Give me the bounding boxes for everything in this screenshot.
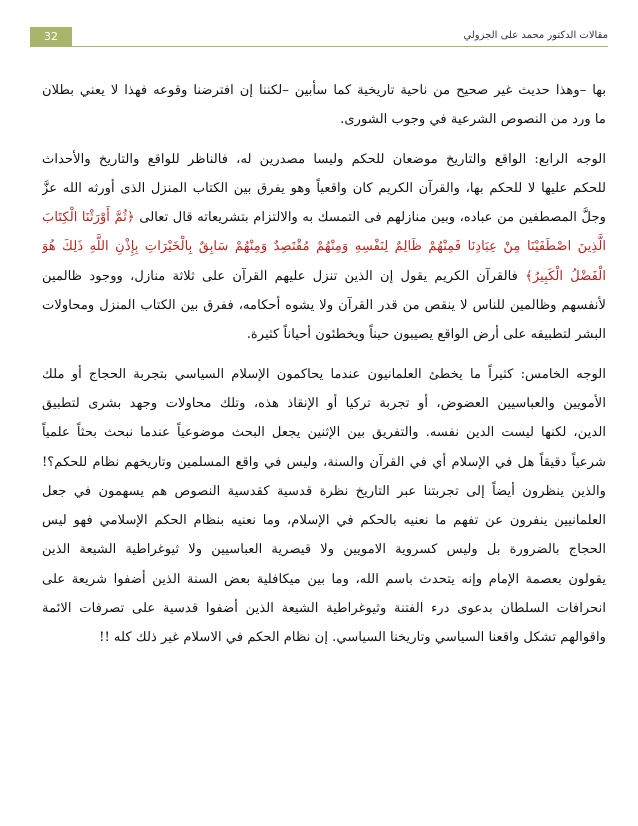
text-line bbox=[42, 262, 606, 291]
running-title: مقالات الدكتور محمد على الجزولي bbox=[463, 30, 608, 41]
text-segment: الأمويين والعباسيين العضوض، أو تجربة تركيا أو الإنقاذ هذه، وتلك محاولات وجهد بشرى لتطبيق bbox=[42, 395, 606, 411]
text-segment: يقولون بعصمة الإمام وإنه يتحدث باسم الله، وما بين ميكافلية بعض السنة الذين أضفوا شريعة على bbox=[42, 571, 606, 587]
text-segment: الدين، لكنها ليست الدين نفسه. والتفريق بين الإثنين يجعل البحث موضوعياً عندما نبحث بحثاً علمياً bbox=[42, 425, 606, 441]
text-segment: ما ورد من النصوص الشرعية في وجوب الشورى. bbox=[340, 112, 606, 128]
text-line bbox=[42, 320, 606, 349]
text-segment: شرعياً دقيقاً هل في الإسلام أي في القرآن والسنة، وليس في واقع المسلمين وتاريخهم نظام للحكم؟! bbox=[42, 454, 606, 470]
text-segment: فالقرآن الكريم يقول إن الذين تنزل عليهم القرآن على ثلاثة منازل، ووجود ظالمين bbox=[42, 268, 526, 284]
text-segment: والذين ينظرون أيضاً إلى تجربتنا عبر التاريخ نظرة قدسية كقدسية النصوص هم يسهمون في جعل bbox=[42, 483, 606, 499]
text-line bbox=[42, 448, 606, 477]
text-line bbox=[42, 203, 606, 232]
text-segment: واقوالهم تشكل واقعنا السياسي وتاريخنا السياسي. إن نظام الحكم في الاسلام غير ذلك كله !! bbox=[99, 630, 606, 646]
quran-verse: ﴿ثُمَّ أَوْرَثْنَا الْكِتَابَ bbox=[42, 210, 135, 226]
text-segment: بها –وهذا حديث غير صحيح من ناحية تاريخية كما سأبين –لكننا إن افترضنا وقوعه فهذا لا يعني بطلان bbox=[42, 83, 606, 98]
page-header bbox=[30, 27, 608, 49]
text-line bbox=[42, 477, 606, 506]
page-number-badge: 32 bbox=[30, 27, 72, 47]
text-line bbox=[42, 232, 606, 261]
text-line bbox=[42, 360, 606, 389]
paragraph bbox=[42, 360, 606, 653]
text-line bbox=[42, 594, 606, 623]
text-line bbox=[42, 565, 606, 594]
text-segment: لأنفسهم وظالمين للناس لا ينقص من قدر القرآن ولا يشوه أحكامه، ففرق بين الكتاب المنزل ومحاولات bbox=[42, 298, 606, 314]
text-segment: انحرافات السلطان بدعوى درء الفتنة وثيوغراطية الشيعة الذين أضفوا قدسية على تصرفات الائمة bbox=[42, 601, 606, 617]
text-segment: الحجاج بالضرورة بل وليس كسروية الامويين ولا قيصرية العباسيين ولا ثيوغراطية الشيعة الذين bbox=[42, 542, 606, 558]
header-divider bbox=[30, 46, 608, 47]
text-line bbox=[42, 623, 606, 652]
text-line bbox=[42, 389, 606, 418]
text-line bbox=[42, 174, 606, 203]
article-body bbox=[42, 76, 606, 663]
text-segment: العلمانيين ينفرون عن تفهم ما نعنيه بالحكم في الإسلام، وما نعنيه بنظام الحكم الإسلامي فهو ليس bbox=[42, 513, 606, 529]
text-line bbox=[42, 418, 606, 447]
quran-verse: الَّذِينَ اصْطَفَيْنَا مِنْ عِبَادِنَا فَمِنْهُمْ ظَالِمٌ لِنَفْسِهِ وَمِنْهُمْ مُقْتَصِدٌ وَمِنْهُمْ سَابِقٌ بِالْخَيْرَاتِ بِإِذْنِ اللَّهِ ذَلِكَ هُوَ bbox=[42, 239, 606, 255]
text-line bbox=[42, 506, 606, 535]
paragraph bbox=[42, 76, 606, 135]
text-segment: الوجه الخامس: كثيراً ما يخطئ العلمانيون عندما يحاكمون الإسلام السياسي بتجربة الحجاج أو ملك bbox=[42, 366, 606, 382]
text-segment: الوجه الرابع: الواقع والتاريخ موضعان للحكم وليسا مصدرين له، فالناظر للواقع والتاريخ والأحداث bbox=[42, 151, 606, 167]
text-line bbox=[42, 291, 606, 320]
text-line bbox=[42, 76, 606, 105]
text-line bbox=[42, 145, 606, 174]
paragraph bbox=[42, 145, 606, 350]
text-line bbox=[42, 105, 606, 134]
text-line bbox=[42, 535, 606, 564]
quran-verse: الْفَضْلُ الْكَبِيرُ﴾ bbox=[525, 268, 606, 284]
text-segment: وجلَّ المصطفين من عباده، وبين منازلهم فى التمسك به والالتزام بتشريعاته قال تعالى bbox=[134, 210, 606, 226]
text-segment: البشر لتطبيقه على أرض الواقع يصيبون حيناً ويخطئون أحياناً كثيرة. bbox=[246, 327, 606, 343]
text-segment: للحكم عليها لا للحكم بها، والقرآن الكريم كان واقعياً وهو يفرق بين الكتاب المنزل الذى أورثه الله عزَّ bbox=[42, 180, 606, 196]
